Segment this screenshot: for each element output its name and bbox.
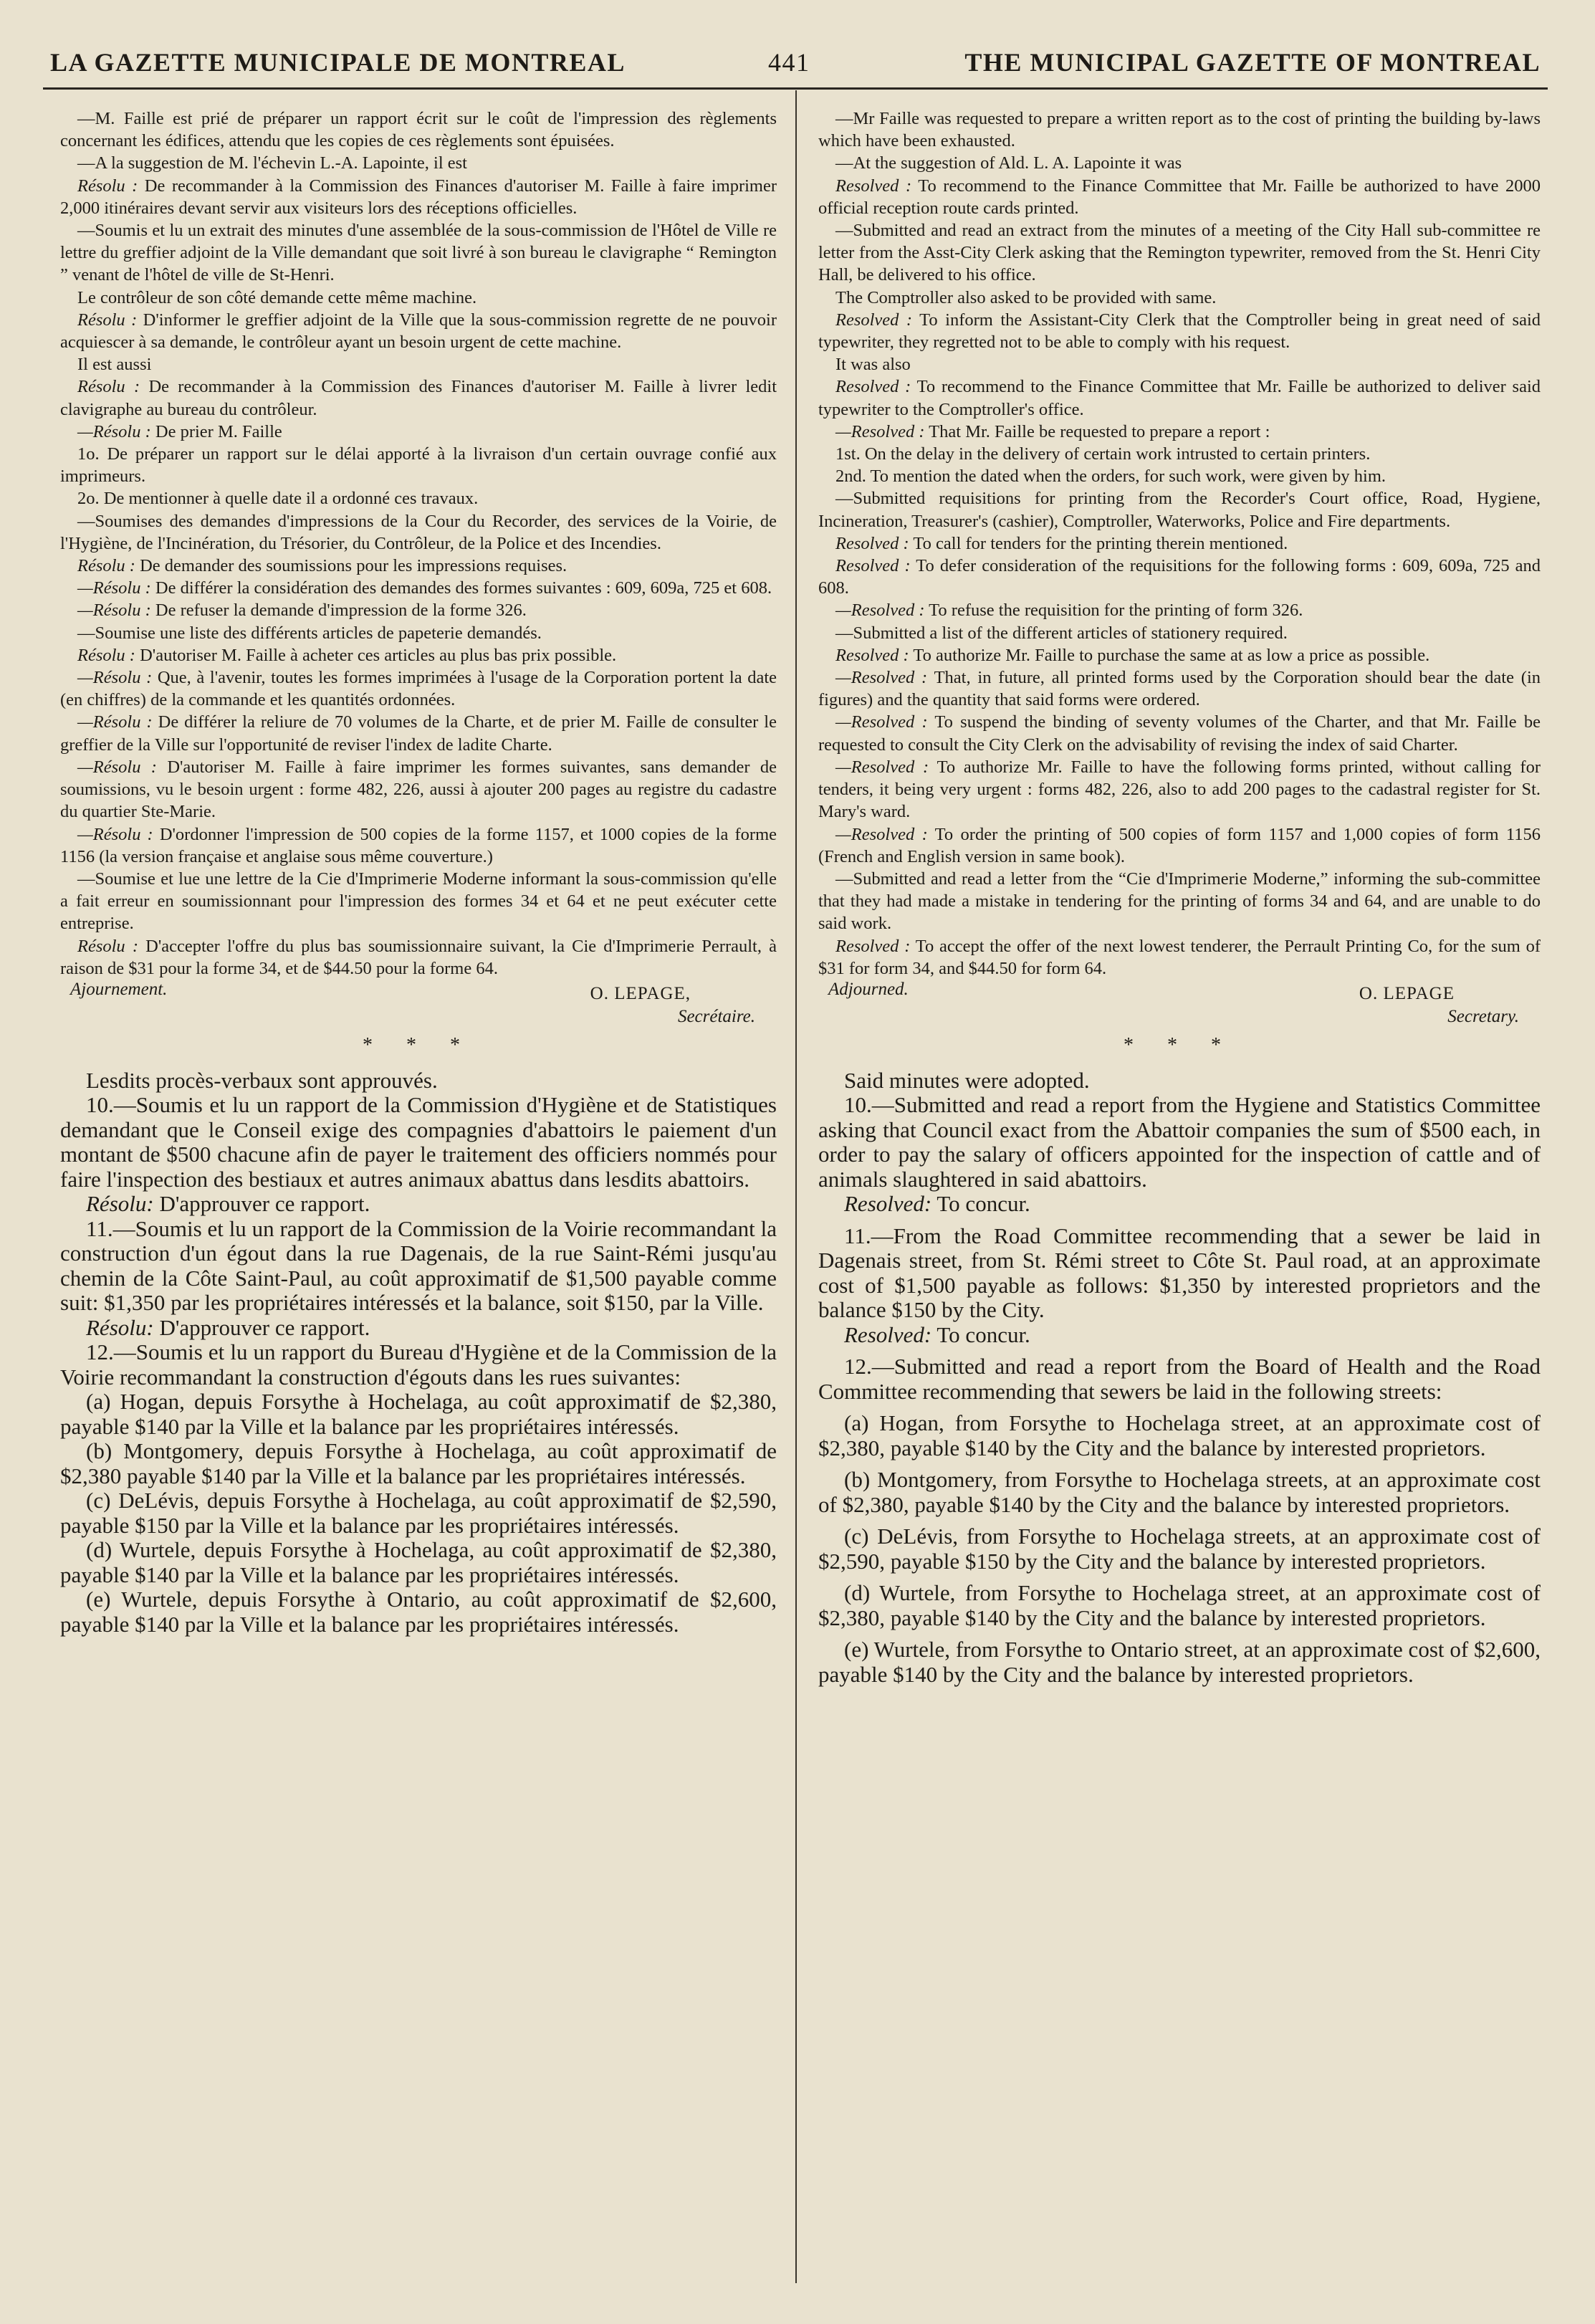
proceeding-paragraph — [60, 1439, 777, 1488]
resolution-label: Résolu : — [77, 556, 135, 576]
minutes-paragraph — [60, 107, 777, 152]
paragraph-text: 1o. De préparer un rapport sur le délai apporté à la livraison d'un certain ouvrage confié aux imprimeurs. — [60, 444, 777, 487]
paragraph-text: Le contrôleur de son côté demande cette même machine. — [77, 287, 477, 307]
proceeding-paragraph — [60, 1587, 777, 1637]
minutes-paragraph — [60, 510, 777, 555]
english-signatory-name: O. LEPAGE — [1359, 983, 1455, 1003]
paragraph-text: 12.—Submitted and read a report from the Board of Health and the Road Committee recommending that sewers be laid in the following streets: — [818, 1354, 1541, 1404]
proceeding-paragraph — [818, 1093, 1541, 1192]
page-number: 441 — [768, 48, 810, 77]
paragraph-text: (b) Montgomery, from Forsythe to Hochelaga streets, at an approximate cost of $2,380, payable $140 by the City and the balance by interested proprietors. — [818, 1467, 1541, 1517]
resolution-label: Resolved: — [844, 1191, 932, 1217]
paragraph-text: (e) Wurtele, from Forsythe to Ontario street, at an approximate cost of $2,600, payable $140 by the City and the balance by interested proprietors. — [818, 1637, 1541, 1687]
paragraph-text: To suspend the binding of seventy volumes of the Charter, and that Mr. Faille be requested to consult the City Clerk on the advisability of revising the index of said Charter. — [818, 712, 1541, 755]
french-adjournment: Ajournement. — [70, 979, 168, 999]
proceeding-paragraph — [60, 1068, 777, 1094]
minutes-paragraph — [60, 219, 777, 287]
resolution-label: —Resolved : — [835, 757, 929, 777]
minutes-paragraph — [818, 868, 1541, 935]
minutes-paragraph — [818, 599, 1541, 621]
paragraph-text: —Soumis et lu un extrait des minutes d'une assemblée de la sous-commission de l'Hôtel de Ville re lettre du greffier adjoint de la Ville demandant que soit livré à son bureau le clavigraphe “ Remington ” venant de l'hôtel de ville de St-Henri. — [60, 221, 777, 285]
paragraph-text: To order the printing of 500 copies of form 1157 and 1,000 copies of form 1156 (French and English version in same book). — [818, 824, 1541, 866]
paragraph-text: That Mr. Faille be requested to prepare a report : — [924, 421, 1270, 441]
resolution-label: —Resolved : — [835, 824, 928, 844]
resolution-label: Resolved : — [835, 645, 909, 665]
paragraph-text: 11.—From the Road Committee recommending that a sewer be laid in Dagenais street, from St. Rémi street to Côte St. Paul road, at an approximate cost of $1,500 payable as follows: $1,350 by interested proprietors and the balance $150 by the City. — [818, 1223, 1541, 1323]
french-signatory-name: O. LEPAGE, — [590, 983, 691, 1003]
paragraph-text: Il est aussi — [77, 355, 152, 375]
resolution-label: Resolved : — [835, 377, 911, 397]
resolution-label: Resolved : — [835, 936, 911, 956]
paragraph-text: To refuse the requisition for the printing of form 326. — [924, 601, 1303, 621]
paragraph-text: De différer la reliure de 70 volumes de la Charte, et de prier M. Faille de consulter le greffier de la Ville sur l'opportunité de reviser l'index de ladite Charte. — [60, 712, 777, 755]
minutes-paragraph — [60, 152, 777, 174]
paragraph-text: —Submitted a list of the different articles of stationery required. — [835, 623, 1288, 643]
minutes-paragraph — [818, 711, 1541, 755]
proceeding-paragraph — [818, 1354, 1541, 1404]
minutes-paragraph — [60, 353, 777, 376]
english-column — [818, 107, 1541, 2300]
proceeding-paragraph — [60, 1390, 777, 1439]
paragraph-text: To defer consideration of the requisitions for the following forms : 609, 609a, 725 and 608. — [818, 556, 1541, 598]
paragraph-text: That, in future, all printed forms used by the Corporation should bear the date (in figures) and the quantity that said forms were ordered. — [818, 668, 1541, 710]
resolution-label: Resolved: — [844, 1321, 932, 1347]
resolution-label: —Résolu : — [77, 421, 151, 441]
resolution-label: —Résolu : — [77, 601, 151, 621]
minutes-paragraph — [818, 421, 1541, 443]
resolution-label: Résolu: — [86, 1314, 154, 1340]
proceeding-paragraph — [818, 1637, 1541, 1687]
paragraph-text: To recommend to the Finance Committee that Mr. Faille be authorized to have 2000 official reception route cards printed. — [818, 176, 1541, 218]
minutes-paragraph — [60, 287, 777, 309]
proceeding-paragraph — [818, 1524, 1541, 1574]
minutes-paragraph — [818, 175, 1541, 219]
paragraph-text: (b) Montgomery, depuis Forsythe à Hochelaga, au coût approximatif de $2,380 payable $140 par la Ville et la balance par les propriétaires intéressés. — [60, 1438, 777, 1488]
english-signature-block — [818, 980, 1541, 1030]
paragraph-text: To accept the offer of the next lowest tenderer, the Perrault Printing Co, for the sum of $31 for form 34, and $44.50 for form 64. — [818, 936, 1541, 978]
proceeding-paragraph — [818, 1581, 1541, 1630]
minutes-paragraph — [818, 376, 1541, 420]
minutes-paragraph — [60, 666, 777, 711]
paragraph-text: —Soumise une liste des différents articles de papeterie demandés. — [77, 623, 542, 643]
paragraph-text: De recommander à la Commission des Finances d'autoriser M. Faille à faire imprimer 2,000 itinéraires devant servir aux visiteurs lors des réceptions officielles. — [60, 176, 777, 218]
paragraph-text: 10.—Soumis et lu un rapport de la Commission d'Hygiène et de Statistiques demandant que le Conseil exige des compagnies d'abattoirs le paiement d'un montant de $500 chacune afin de payer le traitement des officiers nommés pour faire l'inspection des bestiaux et autres animaux abattus dans lesdits abattoirs. — [60, 1092, 777, 1192]
minutes-paragraph — [60, 175, 777, 219]
resolution-label: Résolu : — [77, 936, 138, 956]
paragraph-text: 10.—Submitted and read a report from the Hygiene and Statistics Committee asking that Council exact from the Abattoir companies the sum of $500 each, in order to pay the salary of officers appointed for the inspection of cattle and of animals slaughtered in said abattoirs. — [818, 1092, 1541, 1192]
paragraph-text: Said minutes were adopted. — [844, 1067, 1090, 1093]
paragraph-text: D'autoriser M. Faille à faire imprimer les formes suivantes, sans demander de soumissions, vu le besoin urgent : forme 482, 226, aussi à ajouter 200 pages au registre du cadastre du quartier Ste-Marie. — [60, 757, 777, 822]
resolution-label: —Résolu : — [77, 712, 153, 732]
paragraph-text: To authorize Mr. Faille to purchase the same at as low a price as possible. — [909, 645, 1430, 665]
minutes-paragraph — [818, 107, 1541, 152]
paragraph-text: It was also — [835, 355, 911, 375]
minutes-paragraph — [60, 756, 777, 823]
minutes-paragraph — [60, 868, 777, 935]
minutes-paragraph — [60, 644, 777, 666]
minutes-paragraph — [818, 219, 1541, 287]
resolution-label: Résolu: — [86, 1191, 154, 1217]
minutes-paragraph — [818, 443, 1541, 465]
paragraph-text: D'approuver ce rapport. — [153, 1191, 370, 1217]
resolution-label: —Résolu : — [77, 757, 157, 777]
paragraph-text: —Mr Faille was requested to prepare a written report as to the cost of printing the building by-laws which have been exhausted. — [818, 109, 1541, 151]
paragraph-text: De prier M. Faille — [150, 421, 282, 441]
french-council-proceedings — [60, 1068, 777, 1637]
proceeding-paragraph — [60, 1192, 777, 1217]
french-column — [60, 107, 777, 2300]
english-signatory-title: Secretary. — [1447, 1006, 1519, 1026]
minutes-paragraph — [60, 309, 777, 353]
minutes-paragraph — [818, 935, 1541, 980]
proceeding-paragraph — [818, 1068, 1541, 1094]
minutes-paragraph — [818, 555, 1541, 599]
paragraph-text: 2nd. To mention the dated when the orders, for such work, were given by him. — [835, 467, 1386, 487]
french-minutes — [60, 107, 777, 980]
minutes-paragraph — [60, 487, 777, 510]
minutes-paragraph — [818, 666, 1541, 711]
minutes-paragraph — [818, 644, 1541, 666]
paragraph-text: To concur. — [931, 1321, 1030, 1347]
resolution-label: Résolu : — [77, 176, 138, 196]
french-section-separator: * * * — [363, 1033, 474, 1056]
minutes-paragraph — [818, 152, 1541, 174]
paragraph-text: 2o. De mentionner à quelle date il a ordonné ces travaux. — [77, 489, 479, 509]
proceeding-paragraph — [818, 1224, 1541, 1323]
resolution-label: Resolved : — [835, 310, 913, 330]
minutes-paragraph — [60, 376, 777, 420]
minutes-paragraph — [60, 622, 777, 644]
minutes-paragraph — [818, 532, 1541, 555]
minutes-paragraph — [60, 443, 777, 487]
paragraph-text: —A la suggestion de M. l'échevin L.-A. Lapointe, il est — [77, 153, 467, 173]
column-divider — [795, 90, 797, 2283]
paragraph-text: To recommend to the Finance Committee that Mr. Faille be authorized to deliver said typewriter to the Comptroller's office. — [818, 377, 1541, 419]
french-signature-block — [60, 980, 777, 1030]
minutes-paragraph — [818, 622, 1541, 644]
english-minutes — [818, 107, 1541, 980]
paragraph-text: D'ordonner l'impression de 500 copies de la forme 1157, et 1000 copies de la forme 1156 (la version française et anglaise sous même couverture.) — [60, 824, 777, 866]
minutes-paragraph — [818, 309, 1541, 353]
paragraph-text: To call for tenders for the printing therein mentioned. — [909, 533, 1288, 553]
english-council-proceedings — [818, 1068, 1541, 1688]
minutes-paragraph — [818, 287, 1541, 309]
paragraph-text: 11.—Soumis et lu un rapport de la Commission de la Voirie recommandant la construction d'un égout dans la rue Dagenais, de la rue Saint-Rémi jusqu'au chemin de la Côte Saint-Paul, au coût approximatif de $1,500 payable comme suit: $1,350 par les propriétaires intéressés et la balance, soit $150, par la Ville. — [60, 1215, 777, 1316]
paragraph-text: Que, à l'avenir, toutes les formes imprimées à l'usage de la Corporation portent la date (en chiffres) de la commande et les quantités ordonnées. — [60, 668, 777, 710]
minutes-paragraph — [60, 711, 777, 755]
minutes-paragraph — [60, 421, 777, 443]
header-rule — [43, 87, 1548, 90]
resolution-label: —Résolu : — [77, 578, 151, 598]
paragraph-text: To concur. — [931, 1191, 1030, 1217]
paragraph-text: D'accepter l'offre du plus bas soumissionnaire suivant, la Cie d'Imprimerie Perrault, à raison de $31 pour la forme 34, et de $44.50 pour la forme 64. — [60, 936, 777, 978]
paragraph-text: 12.—Soumis et lu un rapport du Bureau d'Hygiène et de la Commission de la Voirie recommandant la construction d'égouts dans les rues suivantes: — [60, 1339, 777, 1390]
minutes-paragraph — [60, 599, 777, 621]
paragraph-text: —Submitted and read a letter from the “Cie d'Imprimerie Moderne,” informing the sub-committee that they had made a mistake in tendering for the printing of forms 34 and 64, and are unable to do said work. — [818, 869, 1541, 934]
proceeding-paragraph — [60, 1488, 777, 1538]
paragraph-text: De demander des soumissions pour les impressions requises. — [135, 556, 567, 576]
proceeding-paragraph — [60, 1316, 777, 1341]
proceeding-paragraph — [818, 1323, 1541, 1348]
proceeding-paragraph — [60, 1538, 777, 1587]
minutes-paragraph — [818, 756, 1541, 823]
proceeding-paragraph — [60, 1340, 777, 1390]
resolution-label: —Resolved : — [835, 668, 928, 688]
proceeding-paragraph — [818, 1468, 1541, 1517]
resolution-label: —Résolu : — [77, 668, 153, 688]
paragraph-text: —Submitted and read an extract from the minutes of a meeting of the City Hall sub-committee re letter from the Asst-City Clerk asking that the Remington typewriter, removed from the St. Henri City Hall, be delivered to his office. — [818, 221, 1541, 285]
paragraph-text: The Comptroller also asked to be provided with same. — [835, 287, 1217, 307]
french-signatory-title: Secrétaire. — [677, 1006, 755, 1026]
paragraph-text: Lesdits procès-verbaux sont approuvés. — [86, 1067, 438, 1093]
proceeding-paragraph — [60, 1217, 777, 1316]
minutes-paragraph — [818, 353, 1541, 376]
paragraph-text: —At the suggestion of Ald. L. A. Lapointe it was — [835, 153, 1182, 173]
english-adjournment: Adjourned. — [828, 979, 909, 999]
proceeding-paragraph — [60, 1093, 777, 1192]
paragraph-text: D'autoriser M. Faille à acheter ces articles au plus bas prix possible. — [135, 645, 617, 665]
paragraph-text: D'informer le greffier adjoint de la Ville que la sous-commission regrette de ne pouvoir acquiescer à sa demande, le contrôleur ayant un besoin urgent de cette machine. — [60, 310, 777, 353]
minutes-paragraph — [818, 465, 1541, 487]
paragraph-text: (e) Wurtele, depuis Forsythe à Ontario, au coût approximatif de $2,600, payable $140 par la Ville et la balance par les propriétaires intéressés. — [60, 1587, 777, 1637]
paragraph-text: (a) Hogan, depuis Forsythe à Hochelaga, au coût approximatif de $2,380, payable $140 par la Ville et la balance par les propriétaires intéressés. — [60, 1389, 777, 1439]
resolution-label: Resolved : — [835, 176, 912, 196]
paragraph-text: 1st. On the delay in the delivery of certain work intrusted to certain printers. — [835, 444, 1371, 464]
resolution-label: Resolved : — [835, 533, 909, 553]
header-french-title: LA GAZETTE MUNICIPALE DE MONTREAL — [50, 48, 626, 77]
header-english-title: THE MUNICIPAL GAZETTE OF MONTREAL — [964, 48, 1541, 77]
proceeding-paragraph — [818, 1192, 1541, 1217]
minutes-paragraph — [818, 823, 1541, 868]
minutes-paragraph — [60, 577, 777, 599]
paragraph-text: (d) Wurtele, from Forsythe to Hochelaga street, at an approximate cost of $2,380, payable $140 by the City and the balance by interested proprietors. — [818, 1580, 1541, 1630]
paragraph-text: De différer la considération des demandes des formes suivantes : 609, 609a, 725 et 608. — [150, 578, 772, 598]
resolution-label: Resolved : — [835, 556, 911, 576]
paragraph-text: To inform the Assistant-City Clerk that the Comptroller being in great need of said typewriter, they regretted not to be able to comply with his request. — [818, 310, 1541, 353]
paragraph-text: De recommander à la Commission des Finances d'autoriser M. Faille à livrer ledit clavigraphe au bureau du contrôleur. — [60, 377, 777, 419]
resolution-label: —Resolved : — [835, 712, 928, 732]
minutes-paragraph — [60, 823, 777, 868]
english-section-separator: * * * — [1124, 1033, 1235, 1056]
paragraph-text: —M. Faille est prié de préparer un rapport écrit sur le coût de l'impression des règlements concernant les édifices, attendu que les copies de ces règlements sont épuisées. — [60, 109, 777, 151]
minutes-paragraph — [60, 555, 777, 577]
paragraph-text: (d) Wurtele, depuis Forsythe à Hochelaga, au coût approximatif de $2,380, payable $140 par la Ville et la balance par les propriétaires intéressés. — [60, 1537, 777, 1587]
paragraph-text: To authorize Mr. Faille to have the following forms printed, without calling for tenders, it being very urgent : forms 482, 226, also to add 200 pages to the cadastral register for St. Mary's ward. — [818, 757, 1541, 822]
paragraph-text: (a) Hogan, from Forsythe to Hochelaga street, at an approximate cost of $2,380, payable $140 by the City and the balance by interested proprietors. — [818, 1410, 1541, 1460]
paragraph-text: —Soumises des demandes d'impressions de la Cour du Recorder, des services de la Voirie, de l'Hygiène, de l'Incinération, du Trésorier, du Contrôleur, de la Police et des Incendies. — [60, 511, 777, 553]
paragraph-text: —Soumise et lue une lettre de la Cie d'Imprimerie Moderne informant la sous-commission qu'elle a fait erreur en soumissionnant pour l'impression des formes 34 et 64 et ne peut exécuter cette entreprise. — [60, 869, 777, 934]
page-header — [43, 42, 1548, 92]
resolution-label: Résolu : — [77, 645, 135, 665]
paragraph-text: (c) DeLévis, depuis Forsythe à Hochelaga, au coût approximatif de $2,590, payable $150 par la Ville et la balance par les propriétaires intéressés. — [60, 1488, 777, 1538]
resolution-label: Résolu : — [77, 377, 140, 397]
minutes-paragraph — [60, 935, 777, 980]
paragraph-text: (c) DeLévis, from Forsythe to Hochelaga streets, at an approximate cost of $2,590, payable $150 by the City and the balance by interested proprietors. — [818, 1524, 1541, 1574]
resolution-label: Résolu : — [77, 310, 138, 330]
proceeding-paragraph — [818, 1411, 1541, 1460]
resolution-label: —Resolved : — [835, 421, 925, 441]
paragraph-text: De refuser la demande d'impression de la forme 326. — [150, 601, 527, 621]
minutes-paragraph — [818, 487, 1541, 532]
paragraph-text: D'approuver ce rapport. — [153, 1314, 370, 1340]
resolution-label: —Resolved : — [835, 601, 925, 621]
paragraph-text: —Submitted requisitions for printing from the Recorder's Court office, Road, Hygiene, Incineration, Treasurer's (cashier), Comptroller, Waterworks, Police and Fire departments. — [818, 489, 1541, 531]
resolution-label: —Résolu : — [77, 824, 153, 844]
